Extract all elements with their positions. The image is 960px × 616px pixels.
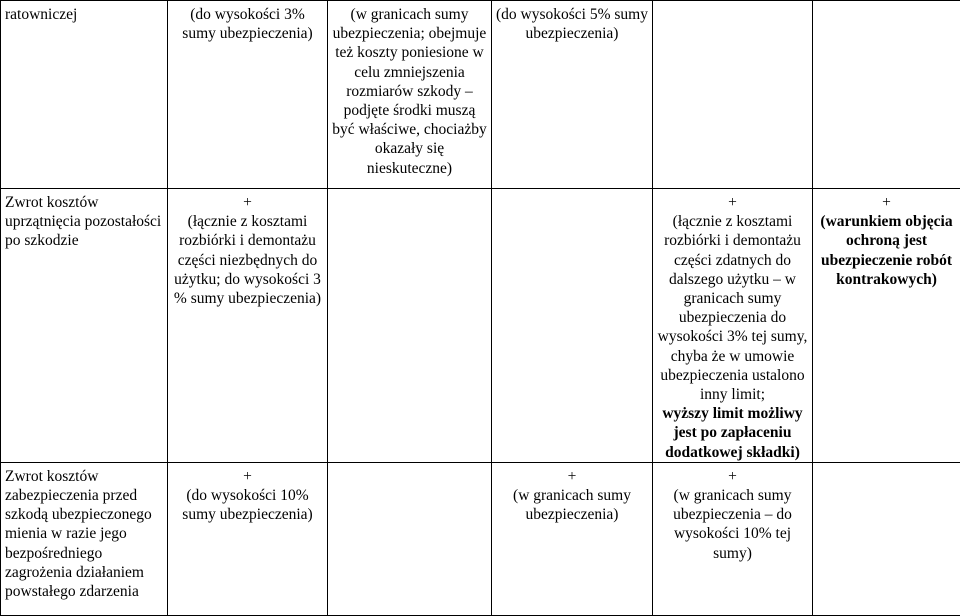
- table-cell: [653, 1, 813, 189]
- table-row-uprzatniecie: [1, 189, 960, 463]
- table-cell: [168, 1, 328, 189]
- plus-marker: +: [657, 467, 808, 486]
- row-label: Zwrot kosztów zabezpieczenia przed szkodą ubezpieczonego mienia w razie jego bezpośredniego zagrożenia działaniem powstałego zdarzenia: [5, 468, 152, 600]
- table-cell: [492, 189, 653, 463]
- cell-bold-text: wyższy limit możliwy jest po zapłaceniu dodatkowej składki): [657, 404, 808, 462]
- table-cell: [328, 189, 492, 463]
- table-cell: [492, 1, 653, 189]
- row-label-cell: [1, 1, 168, 189]
- cell-text: (do wysokości 10% sumy ubezpieczenia): [172, 486, 323, 524]
- table-cell: [492, 462, 653, 615]
- cell-text: (łącznie z kosztami rozbiórki i demontażu części zdatnych do dalszego użytku – w granicach sumy ubezpieczenia do wysokości 3% tej sumy, chyba że w umowie ubezpieczenia ustalono inny limit;: [657, 212, 808, 404]
- table-cell: [813, 462, 960, 615]
- plus-marker: +: [496, 467, 648, 486]
- table-cell: [328, 462, 492, 615]
- cell-text: (łącznie z kosztami rozbiórki i demontażu części niezbędnych do użytku; do wysokości 3 % sumy ubezpieczenia): [172, 212, 323, 308]
- table-cell: [813, 1, 960, 189]
- plus-marker: +: [172, 467, 323, 486]
- table-cell: [168, 189, 328, 463]
- cell-text: (do wysokości 3% sumy ubezpieczenia): [172, 5, 323, 43]
- cell-text: (w granicach sumy ubezpieczenia – do wysokości 10% tej sumy): [657, 486, 808, 563]
- table-cell: [328, 1, 492, 189]
- cell-text: (do wysokości 5% sumy ubezpieczenia): [496, 5, 648, 43]
- row-label: ratowniczej: [5, 6, 77, 23]
- plus-marker: +: [817, 193, 956, 212]
- row-label: Zwrot kosztów uprzątnięcia pozostałości po szkodzie: [5, 194, 161, 249]
- row-label-cell: [1, 189, 168, 463]
- table-cell: [653, 462, 813, 615]
- row-label-cell: [1, 462, 168, 615]
- plus-marker: +: [657, 193, 808, 212]
- table-row-ratownicza: [1, 1, 960, 189]
- cell-text: (w granicach sumy ubezpieczenia): [496, 486, 648, 524]
- table-row-zabezpieczenie: [1, 462, 960, 615]
- plus-marker: +: [172, 193, 323, 212]
- table-cell: [653, 189, 813, 463]
- cell-text: (w granicach sumy ubezpieczenia; obejmuje też koszty poniesione w celu zmniejszenia rozmiarów szkody – podjęte środki muszą być właściwe, chociażby okazały się nieskuteczne): [332, 5, 487, 178]
- table-cell: [168, 462, 328, 615]
- table-cell: [813, 189, 960, 463]
- cell-bold-text: (warunkiem objęcia ochroną jest ubezpieczenie robót kontrakowych): [817, 212, 956, 289]
